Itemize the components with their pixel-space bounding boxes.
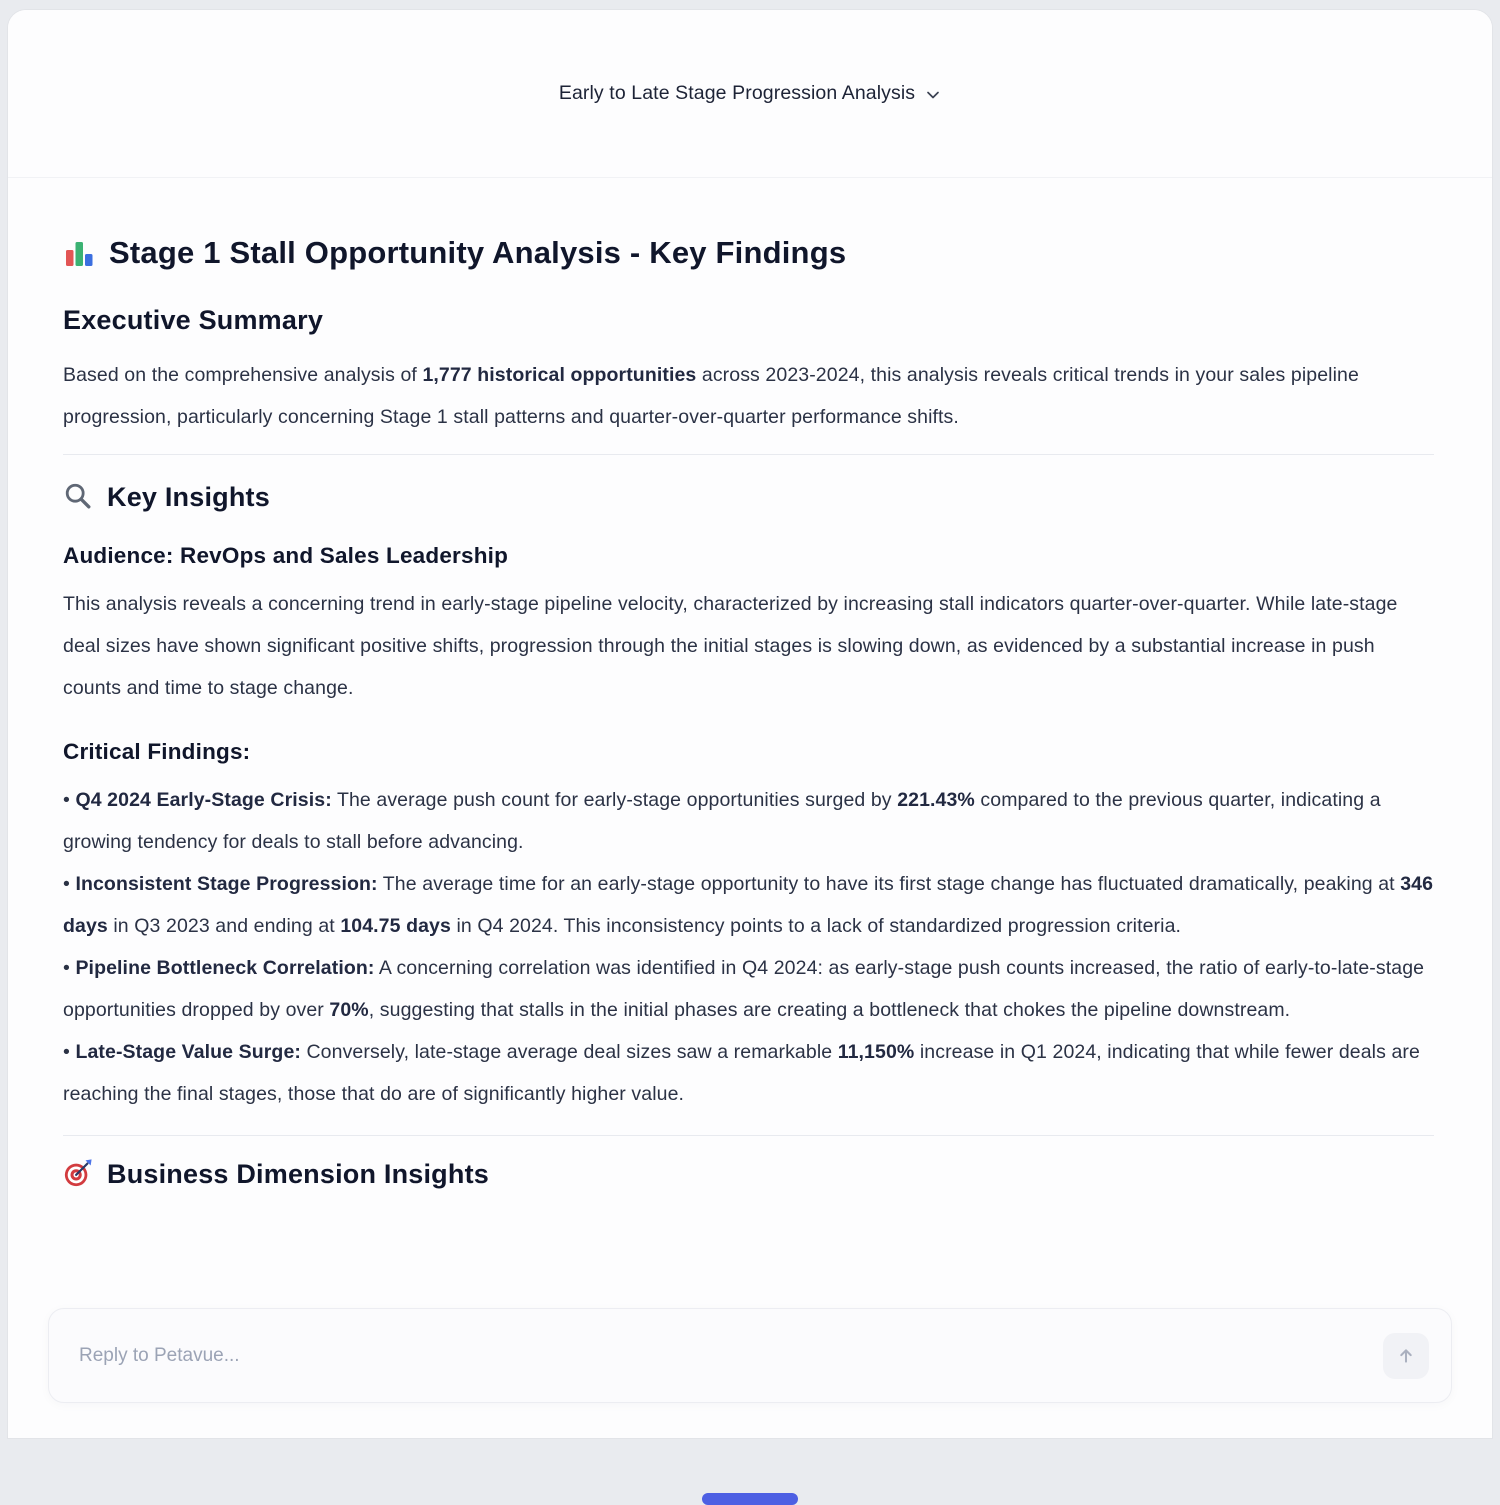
business-insights-heading-text: Business Dimension Insights <box>107 1159 489 1190</box>
key-insights-heading <box>63 481 1434 513</box>
business-insights-heading <box>63 1158 1434 1190</box>
document-title <box>63 235 1434 271</box>
conversation-title: Early to Late Stage Progression Analysis <box>559 82 915 105</box>
finding-bullet: • Late-Stage Value Surge: Conversely, late-stage average deal sizes saw a remarkable 11,150% increase in Q1 2024, indicating that while fewer deals are reaching the final stages, those that do are of significantly higher value. <box>63 1031 1434 1115</box>
message-scroll-area <box>8 179 1492 1438</box>
magnifier-icon <box>63 481 95 513</box>
section-divider <box>63 454 1434 455</box>
audience-paragraph: This analysis reveals a concerning trend in early-stage pipeline velocity, characterized by increasing stall indicators quarter-over-quarter. While late-stage deal sizes have shown significant positive shifts, progression through the initial stages is slowing down, as evidenced by a substantial increase in push counts and time to stage change. <box>63 583 1434 709</box>
bottom-accent-bar <box>702 1493 798 1505</box>
analysis-document <box>63 235 1434 1190</box>
critical-findings-heading: Critical Findings: <box>63 739 1434 765</box>
bar-chart-icon <box>63 237 95 269</box>
section-divider <box>63 1135 1434 1136</box>
reply-input[interactable] <box>79 1345 1383 1367</box>
chat-header <box>8 10 1492 178</box>
reply-composer[interactable] <box>48 1308 1452 1403</box>
audience-heading: Audience: RevOps and Sales Leadership <box>63 543 1434 569</box>
send-button[interactable] <box>1383 1333 1429 1379</box>
finding-bullet: • Inconsistent Stage Progression: The average time for an early-stage opportunity to have its first stage change has fluctuated dramatically, peaking at 346 days in Q3 2023 and ending at 104.75 days in Q4 2024. This inconsistency points to a lack of standardized progression criteria. <box>63 863 1434 947</box>
exec-summary-heading: Executive Summary <box>63 305 1434 336</box>
chevron-down-icon <box>925 87 941 103</box>
exec-summary-paragraph: Based on the comprehensive analysis of 1,777 historical opportunities across 2023-2024, this analysis reveals critical trends in your sales pipeline progression, particularly concerning Stage 1 stall patterns and quarter-over-quarter performance shifts. <box>63 354 1434 438</box>
finding-bullet: • Pipeline Bottleneck Correlation: A concerning correlation was identified in Q4 2024: as early-stage push counts increased, the ratio of early-to-late-stage opportunities dropped by over 70%, suggesting that stalls in the initial phases are creating a bottleneck that chokes the pipeline downstream. <box>63 947 1434 1031</box>
app-window <box>8 10 1492 1438</box>
conversation-title-dropdown[interactable] <box>559 82 941 105</box>
finding-bullet: • Q4 2024 Early-Stage Crisis: The average push count for early-stage opportunities surged by 221.43% compared to the previous quarter, indicating a growing tendency for deals to stall before advancing. <box>63 779 1434 863</box>
target-icon <box>63 1158 95 1190</box>
critical-findings-list <box>63 779 1434 1115</box>
document-title-text: Stage 1 Stall Opportunity Analysis - Key Findings <box>109 235 846 271</box>
key-insights-heading-text: Key Insights <box>107 482 270 513</box>
